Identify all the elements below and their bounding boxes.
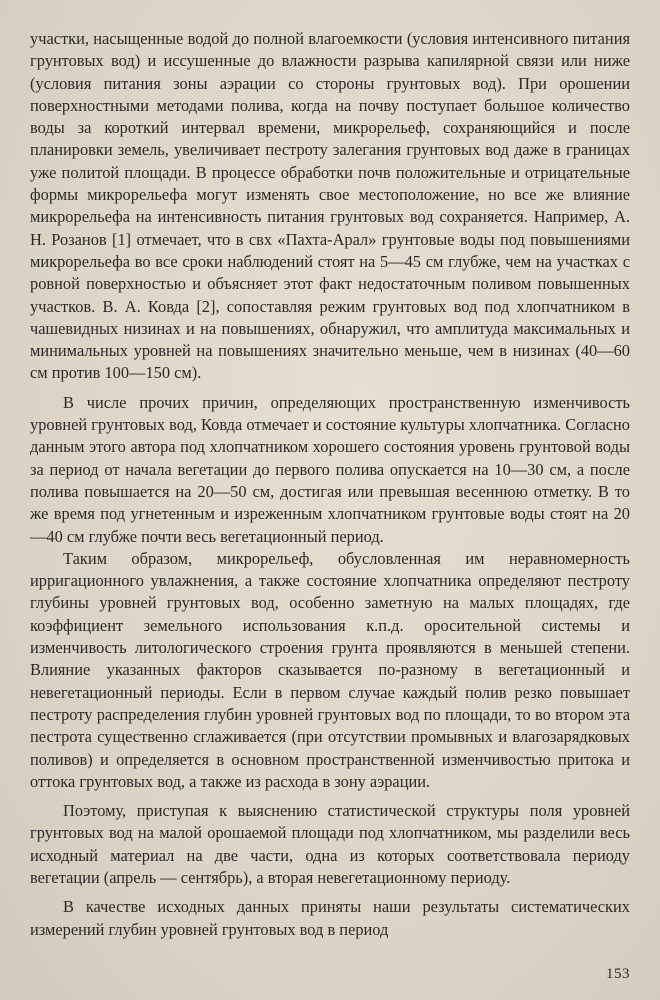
page-number: 153 xyxy=(606,966,630,982)
paragraph-1: участки, насыщенные водой до полной влагоемкости (условия интенсивного питания грунтовых вод) и иссушенные до влажности разрыва капилярной связи или ниже (условия питания зоны аэрации со стороны грунтовых вод). При орошении поверхностными методами полива, когда на почву поступает большое количество воды за короткий интервал времени, микрорельеф, сохраняющийся и после планировки земель, увеличивает пестроту залегания грунтовых вод даже в границах уже политой площади. В процессе обработки почв положительные и отрицательные формы микрорельефа могут изменять свое местоположение, но все же влияние микрорельефа на интенсивность питания грунтовых вод сохраняется. Например, А. Н. Розанов [1] отмечает, что в свх «Пахта-Арал» грунтовые воды под повышениями микрорельефа во все сроки наблюдений стоят на 5—45 см глубже, чем на участках с ровной поверхностью и объясняет этот факт недостаточным поливом повышенных участков. В. А. Ковда [2], сопоставляя режим грунтовых вод под хлопчатником в чашевидных низинах и на повышениях, обнаружил, что амплитуда максимальных и минимальных уровней на повышениях значительно меньше, чем в низинах (40—60 см против 100—150 см). xyxy=(30,29,630,383)
paragraph-2: В числе прочих причин, определяющих пространственную изменчивость уровней грунтовых вод, Ковда отмечает и состояние культуры хлопчатника. Согласно данным этого автора под хлопчатником хорошего состояния уровень грунтовой воды за период от начала вегетации до первого полива опускается на 10—30 см, а после полива повышается на 20—50 см, достигая или превышая весеннюю отметку. В то же время под угнетенным и изреженным хлопчатником грунтовые воды стоят на 20—40 см глубже почти весь вегетационный период. xyxy=(30,392,630,546)
paragraph-5: В качестве исходных данных приняты наши результаты систематических измерений глубин уровней грунтовых вод в период xyxy=(30,897,630,939)
paragraph-4: Поэтому, приступая к выяснению статистической структуры поля уровней грунтовых вод на малой орошаемой площади под хлопчатником, мы разделили весь исходный материал на две части, одна из которых соответствовала периоду вегетации (апрель — сентябрь), а вторая невегетационному периоду. xyxy=(30,801,630,887)
paragraph-3: Таким образом, микрорельеф, обусловленная им неравномерность ирригационного увлажнения, а также состояние хлопчатника определяют пестроту глубины уровней грунтовых вод, особенно заметную на малых площадях, где коэффициент земельного использования к.п.д. оросительной системы и изменчивость литологического строения грунта проявляются в меньшей степени. Влияние указанных факторов сказывается по-разному в вегетационный и невегетационный периоды. Если в первом случае каждый полив резко повышает пестроту распределения глубин уровней грунтовых вод по площади, то во втором эта пестрота существенно сглаживается (при отсутствии промывных и влагозарядковых поливов) и определяется в основном пространственной изменчивостью притока и оттока грунтовых вод, а также из расхода в зону аэрации. xyxy=(30,548,630,791)
body-text xyxy=(30,28,630,941)
